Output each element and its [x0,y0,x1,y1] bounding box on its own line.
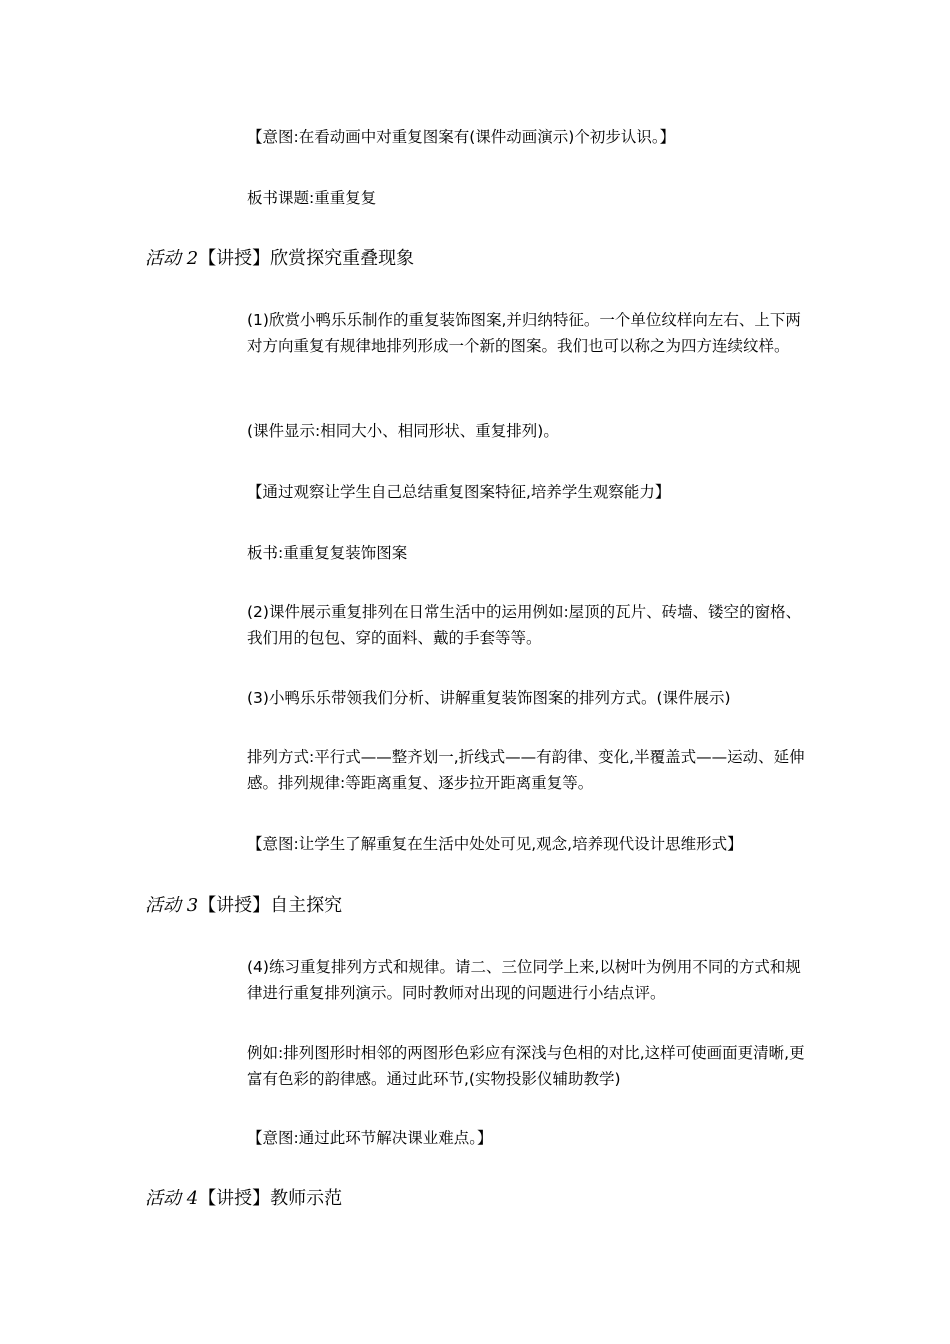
activity-4-heading [145,1186,342,1212]
activity-3-title: 【讲授】自主探究 [198,895,343,916]
activity-2-label: 活动 2 [145,248,199,269]
paragraph-5: 排列方式:平行式——整齐划一,折线式——有韵律、变化,半覆盖式——运动、延伸感。排列规律:等距离重复、逐步拉开距离重复等。 [247,748,805,792]
paragraph-1: (1)欣赏小鸭乐乐制作的重复装饰图案,并归纳特征。一个单位纹样向左右、上下两对方向重复有规律地排列形成一个新的图案。我们也可以称之为四方连续纹样。 [247,311,801,355]
activity-4-title: 【讲授】教师示范 [198,1188,343,1209]
intent-note-2: 【通过观察让学生自己总结重复图案特征,培养学生观察能力】 [247,483,671,501]
paragraph-4: (3)小鸭乐乐带领我们分析、讲解重复装饰图案的排列方式。(课件展示) [247,689,731,707]
activity-3-heading [145,893,342,919]
intent-note-3: 【意图:让学生了解重复在生活中处处可见,观念,培养现代设计思维形式】 [247,835,743,853]
activity-3-label: 活动 3 [145,895,199,916]
board-title-2: 板书:重重复复装饰图案 [247,544,408,562]
activity-4-label: 活动 4 [145,1188,199,1209]
activity-2-title: 【讲授】欣赏探究重叠现象 [198,248,415,269]
intent-note-4: 【意图:通过此环节解决课业难点。】 [247,1129,493,1147]
paragraph-2: (课件显示:相同大小、相同形状、重复排列)。 [247,422,559,440]
paragraph-6: (4)练习重复排列方式和规律。请二、三位同学上来,以树叶为例用不同的方式和规律进行重复排列演示。同时教师对出现的问题进行小结点评。 [247,958,801,1002]
activity-2-heading [145,246,414,272]
paragraph-7: 例如:排列图形时相邻的两图形色彩应有深浅与色相的对比,这样可使画面更清晰,更富有色彩的韵律感。通过此环节,(实物投影仪辅助教学) [247,1044,805,1088]
board-title-1: 板书课题:重重复复 [247,189,377,207]
intent-note-1: 【意图:在看动画中对重复图案有(课件动画演示)个初步认识。】 [247,128,676,146]
paragraph-3: (2)课件展示重复排列在日常生活中的运用例如:屋顶的瓦片、砖墙、镂空的窗格、我们用的包包、穿的面料、戴的手套等等。 [247,603,802,647]
